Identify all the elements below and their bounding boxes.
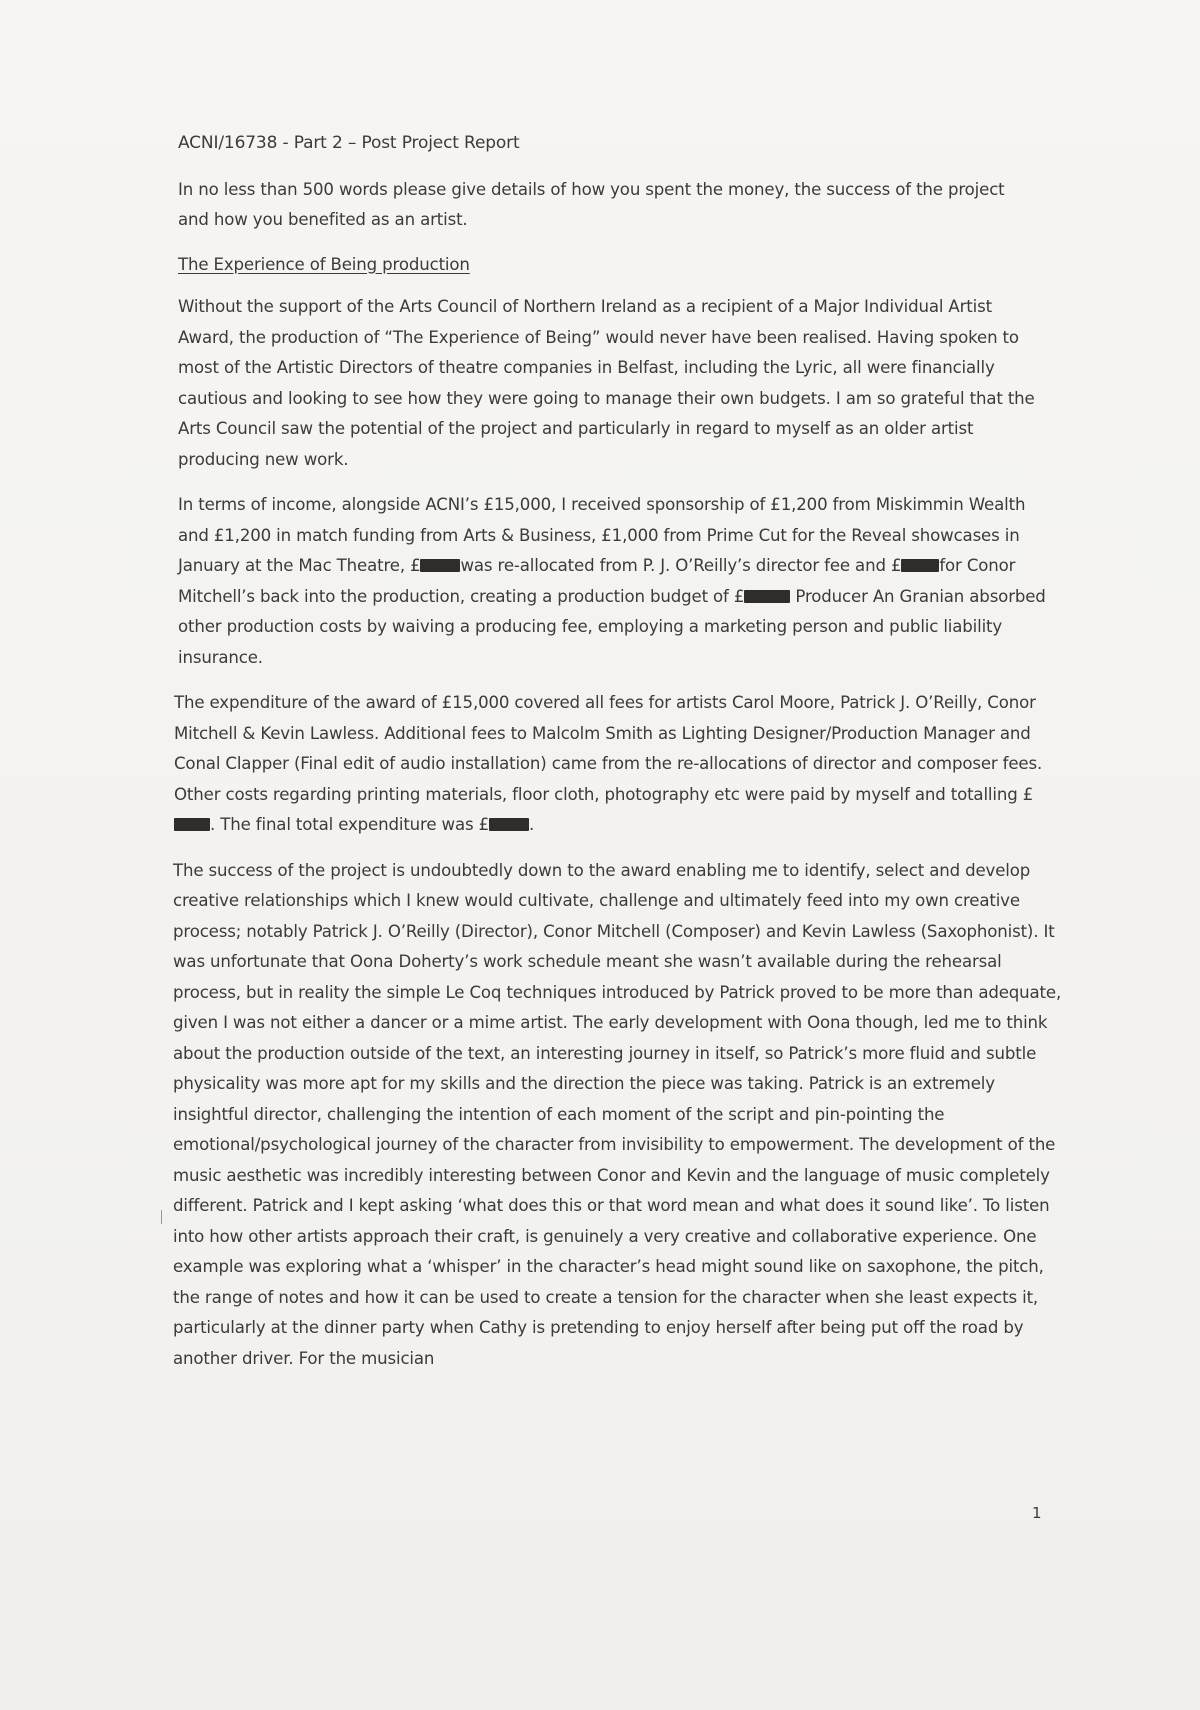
instruction-text: In no less than 500 words please give details of how you spent the money, the success of the project and how you benefited as an artist. xyxy=(178,179,1005,229)
report-reference: ACNI/16738 - Part 2 – Post Project Report xyxy=(178,133,520,153)
paragraph-income xyxy=(178,490,1052,673)
redacted-amount xyxy=(420,559,460,572)
margin-mark xyxy=(161,1210,162,1224)
expenditure-text-1: The expenditure of the award of £15,000 covered all fees for artists Carol Moore, Patrick J. O’Reilly, Conor Mitchell & Kevin Lawless. Additional fees to Malcolm Smith as Lighting Designer/Production Manager and Conal Clapper (Final edit of audio installation) came from the re-allocations of director and composer fees. Other costs regarding printing materials, floor cloth, photography etc were paid by myself and totalling £ xyxy=(174,693,1043,804)
page-number: 1 xyxy=(1032,1504,1042,1522)
income-text-2: was re-allocated from P. J. O’Reilly’s director fee and £ xyxy=(460,556,902,575)
expenditure-text-3: . xyxy=(529,815,535,834)
section-heading: The Experience of Being production xyxy=(178,254,470,274)
income-text-4: Producer An Granian absorbed other production costs by waiving a producing fee, employing a marketing person and public liability insurance. xyxy=(178,586,1046,667)
paragraph-success: The success of the project is undoubtedly down to the award enabling me to identify, select and develop creative relationships which I knew would cultivate, challenge and ultimately feed into my own creative process; notably Patrick J. O’Reilly (Director), Conor Mitchell (Composer) and Kevin Lawless (Saxophonist). It was unfortunate that Oona Doherty’s work schedule meant she wasn’t available during the rehearsal process, but in reality the simple Le Coq techniques introduced by Patrick proved to be more than adequate, given I was not either a dancer or a mime artist. The early development with Oona though, led me to think about the production outside of the text, an interesting journey in itself, so Patrick’s more fluid and subtle physicality was more apt for my skills and the direction the piece was taking. Patrick is an extremely insightful director, challenging the intention of each moment of the script and pin-pointing the emotional/psychological journey of the character from invisibility to empowerment. The development of the music aesthetic was incredibly interesting between Conor and Kevin and the language of music completely different. Patrick and I kept asking ‘what does this or that word mean and what does it sound like’. To listen into how other artists approach their craft, is genuinely a very creative and collaborative experience. One example was exploring what a ‘whisper’ in the character’s head might sound like on saxophone, the pitch, the range of notes and how it can be used to create a tension for the character when she least expects it, particularly at the dinner party when Cathy is pretending to enjoy herself after being put off the road by another driver. For the musician xyxy=(173,860,1062,1368)
redacted-amount xyxy=(744,590,790,603)
income-text-3: for Conor Mitchell’s back into the production, creating a production budget of £ xyxy=(178,556,1016,606)
redacted-amount xyxy=(901,559,939,572)
document-body xyxy=(173,128,1062,1374)
redacted-amount xyxy=(489,818,529,831)
income-text-1: In terms of income, alongside ACNI’s £15,000, I received sponsorship of £1,200 from Miskimmin Wealth and £1,200 in match funding from Arts & Business, £1,000 from Prime Cut for the Reveal showcases in January at the Mac Theatre, £ xyxy=(178,495,1026,575)
paragraph-expenditure xyxy=(174,688,1064,841)
redacted-amount xyxy=(174,818,210,831)
expenditure-text-2: . The final total expenditure was £ xyxy=(210,815,489,834)
paragraph-support: Without the support of the Arts Council of Northern Ireland as a recipient of a Major Individual Artist Award, the production of “The Experience of Being” would never have been realised. Having spoken to most of the Artistic Directors of theatre companies in Belfast, including the Lyric, all were financially cautious and looking to see how they were going to manage their own budgets. I am so grateful that the Arts Council saw the potential of the project and particularly in regard to myself as an older artist producing new work. xyxy=(178,297,1035,469)
